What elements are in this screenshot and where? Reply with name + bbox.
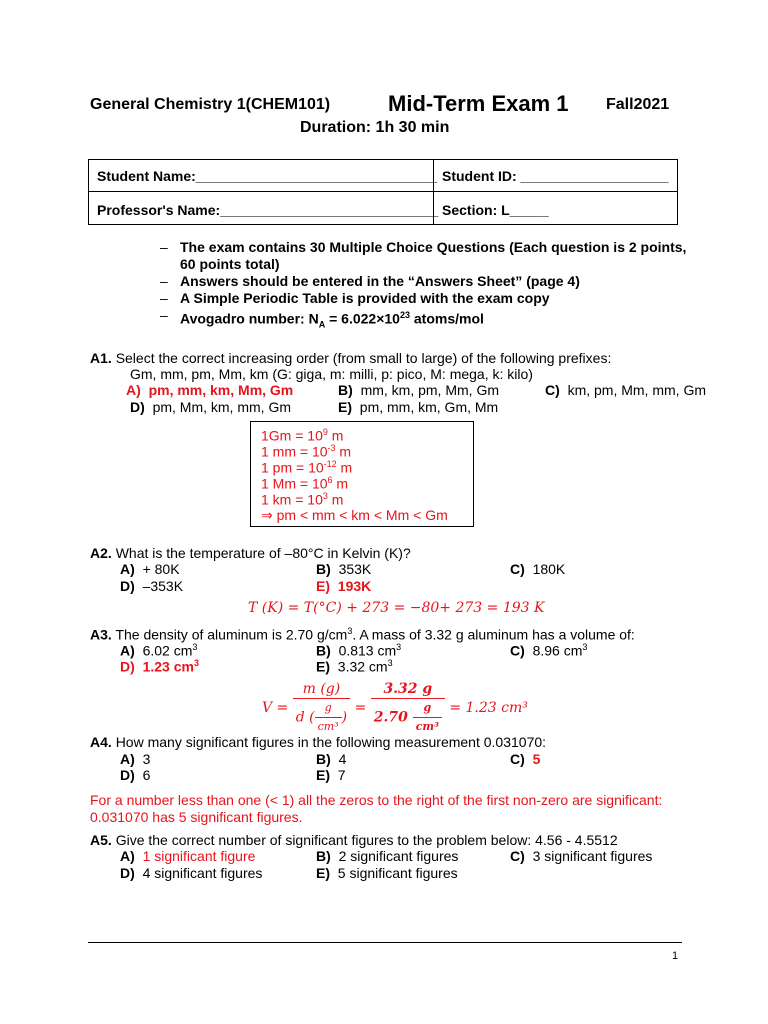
- q1-option-d[interactable]: D) pm, Mm, km, mm, Gm: [130, 399, 291, 415]
- q5-option-a[interactable]: A) 1 significant figure: [120, 848, 256, 864]
- q5-option-b[interactable]: B) 2 significant figures: [316, 848, 459, 864]
- prefix-conversion-box: [250, 421, 474, 527]
- q3-option-c[interactable]: C) 8.96 $cm^3$: [510, 642, 588, 659]
- q3-option-b[interactable]: B) 0.813 $cm^3$: [316, 642, 402, 659]
- q1-option-e[interactable]: E) pm, mm, km, Gm, Mm: [338, 399, 499, 415]
- exam-duration: Duration: 1h 30 min: [300, 119, 450, 136]
- instruction-item: – The exam contains 30 Multiple Choice Questions (Each question is 2 points, 60 points total): [160, 239, 687, 272]
- question-a5: A5. Give the correct number of significant figures to the problem below: 4.56 - 4.5512: [90, 832, 618, 848]
- instruction-item: – Avogadro number: $N_A = 6.022\times 10^{23}$ atoms/mol: [160, 307, 484, 330]
- q4-option-d[interactable]: D) 6: [120, 767, 151, 783]
- q5-option-c[interactable]: C) 3 significant figures: [510, 848, 653, 864]
- question-a3: A3. The density of aluminum is 2.70 $g/cm^3$. A mass of 3.32 g aluminum has a volume of:: [90, 626, 635, 643]
- q4-option-b[interactable]: B) 4: [316, 751, 347, 767]
- exam-instructions: [160, 239, 690, 333]
- q4-explanation: For a number less than one (< 1) all the zeros to the right of the first non-zero are significant: 0.031070 has 5 significant figures.: [90, 792, 663, 825]
- professor-name-field[interactable]: Professor's Name:____________________________: [97, 202, 439, 218]
- conversion-order: ⇒ pm < mm < km < Mm < Gm: [261, 507, 448, 523]
- conversion-milli: 1 mm = $10^{-3}$ m: [261, 443, 352, 460]
- conversion-giga: $1Gm = 10^9$ m: [261, 427, 344, 444]
- exam-title: Mid-Term Exam 1: [388, 91, 569, 116]
- conversion-kilo: 1 km = $10^3$ m: [261, 491, 344, 508]
- q2-option-a[interactable]: A) + 80K: [120, 561, 180, 577]
- q1-option-a[interactable]: A) pm, mm, km, Mm, Gm: [126, 382, 294, 398]
- page-number: 1: [672, 950, 679, 962]
- q4-option-a[interactable]: A) 3: [120, 751, 151, 767]
- q2-option-e[interactable]: E) 193K: [316, 578, 372, 594]
- instruction-item: – A Simple Periodic Table is provided with the exam copy: [160, 290, 550, 306]
- question-a4: A4. How many significant figures in the following measurement 0.031070:: [90, 734, 547, 750]
- q4-option-e[interactable]: E) 7: [316, 767, 346, 783]
- q2-option-b[interactable]: B) 353K: [316, 561, 372, 577]
- question-a1-prefixes: Gm, mm, pm, Mm, km (G: giga, m: milli, p: pico, M: mega, k: kilo): [130, 366, 533, 382]
- section-field[interactable]: Section: L_____: [442, 202, 549, 218]
- q3-option-d[interactable]: D) 1.23 $cm^3$: [120, 658, 199, 675]
- q3-option-a[interactable]: A) 6.02 $cm^3$: [120, 642, 198, 659]
- footer-divider: [88, 942, 682, 943]
- exam-term: Fall2021: [606, 96, 670, 113]
- q3-solution-formula: V = m (g) d ( $\frac{g}{\text{cm³}}$ ) = 3.32 g 2.70 $\frac{g}{\text{cm³}}$ = 1.23 cm³: [262, 681, 528, 733]
- conversion-pico: 1 pm = $10^{-12}$ m: [261, 459, 353, 476]
- student-name-field[interactable]: Student Name:_______________________________: [97, 168, 438, 184]
- q3-option-e[interactable]: E) 3.32 $cm^3$: [316, 658, 393, 675]
- course-title: General Chemistry 1(CHEM101): [90, 96, 331, 113]
- instruction-item: – Answers should be entered in the “Answers Sheet” (page 4): [160, 273, 580, 289]
- student-id-field[interactable]: Student ID: ___________________: [442, 168, 669, 184]
- table-divider-horizontal: [89, 191, 677, 192]
- q2-option-d[interactable]: D) –353K: [120, 578, 184, 594]
- student-info-table: [88, 159, 678, 225]
- q1-option-b[interactable]: B) mm, km, pm, Mm, Gm: [338, 382, 499, 398]
- question-a2: A2. What is the temperature of –80°C in Kelvin (K)?: [90, 545, 411, 561]
- q5-option-e[interactable]: E) 5 significant figures: [316, 865, 458, 881]
- question-a1: A1. Select the correct increasing order (from small to large) of the following prefixes:: [90, 350, 612, 366]
- q5-option-d[interactable]: D) 4 significant figures: [120, 865, 263, 881]
- conversion-mega: 1 $Mm = 10^6$ m: [261, 475, 349, 492]
- q4-option-c[interactable]: C) 5: [510, 751, 541, 767]
- q2-solution-formula: T (K) = T(°C) + 273 = −80+ 273 = 193 K: [248, 600, 545, 616]
- q2-option-c[interactable]: C) 180K: [510, 561, 566, 577]
- q1-option-c[interactable]: C) km, pm, Mm, mm, Gm: [545, 382, 706, 398]
